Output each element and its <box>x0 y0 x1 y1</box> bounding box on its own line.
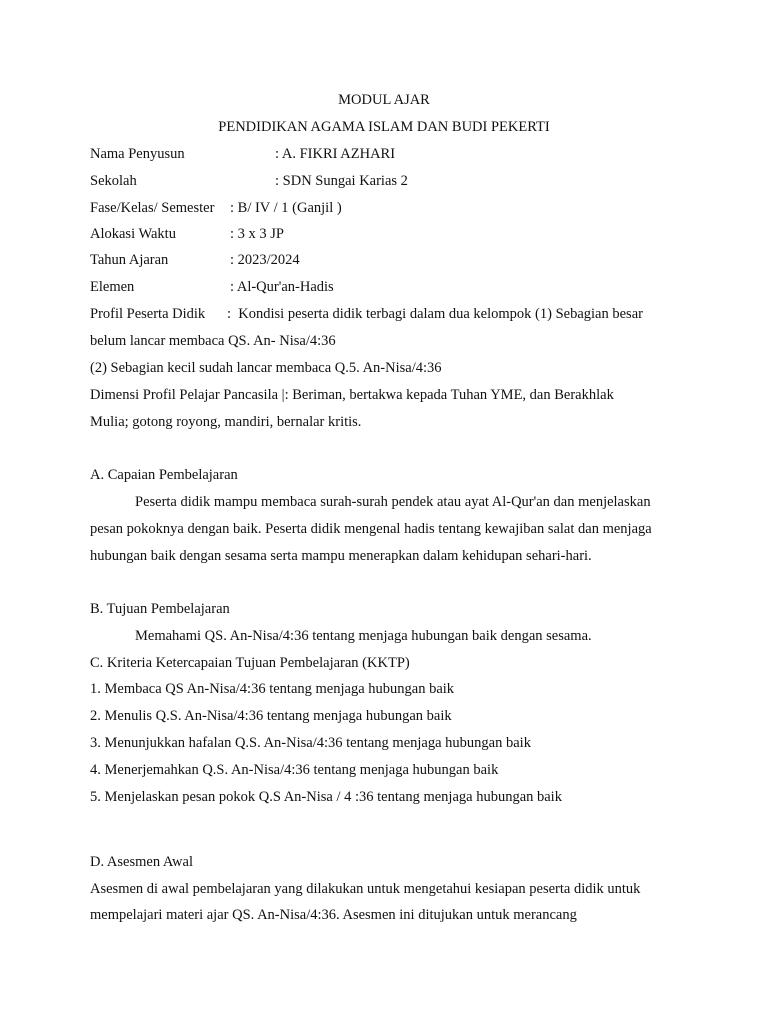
profil-line-3: (2) Sebagian kecil sudah lancar membaca Q.5. An-Nisa/4:36 <box>90 360 442 376</box>
elemen-label: Elemen <box>90 279 135 295</box>
penyusun-value: : A. FIKRI AZHARI <box>275 146 396 162</box>
section-a-line-2: pesan pokoknya dengan baik. Peserta didik mengenal hadis tentang kewajiban salat dan menjaga <box>90 521 652 537</box>
document-title: MODUL AJAR <box>338 92 430 108</box>
section-b-heading: B. Tujuan Pembelajaran <box>90 601 230 617</box>
kktp-item-3: 3. Menunjukkan hafalan Q.S. An-Nisa/4:36 tentang menjaga hubungan baik <box>90 735 531 751</box>
fase-label: Fase/Kelas/ Semester <box>90 200 215 216</box>
elemen-value: : Al-Qur'an-Hadis <box>230 279 334 295</box>
profil-label: Profil Peserta Didik <box>90 306 206 322</box>
kktp-item-4: 4. Menerjemahkan Q.S. An-Nisa/4:36 tentang menjaga hubungan baik <box>90 762 499 778</box>
penyusun-label: Nama Penyusun <box>90 146 185 162</box>
document-subtitle: PENDIDIKAN AGAMA ISLAM DAN BUDI PEKERTI <box>218 119 550 135</box>
section-a-line-1: Peserta didik mampu membaca surah-surah pendek atau ayat Al-Qur'an dan menjelaskan <box>135 494 651 510</box>
sekolah-value: : SDN Sungai Karias 2 <box>275 173 408 189</box>
profil-value: : Kondisi peserta didik terbagi dalam dua kelompok (1) Sebagian besar <box>227 306 643 322</box>
tahun-label: Tahun Ajaran <box>90 252 169 268</box>
section-d-line-2: mempelajari materi ajar QS. An-Nisa/4:36. Asesmen ini ditujukan untuk merancang <box>90 907 577 923</box>
alokasi-value: : 3 x 3 JP <box>230 226 284 242</box>
section-a-line-3: hubungan baik dengan sesama serta mampu menerapkan dalam kehidupan sehari-hari. <box>90 548 592 564</box>
section-a-heading: A. Capaian Pembelajaran <box>90 467 238 483</box>
kktp-item-1: 1. Membaca QS An-Nisa/4:36 tentang menjaga hubungan baik <box>90 681 455 697</box>
tahun-value: : 2023/2024 <box>230 252 300 268</box>
section-d-heading: D. Asesmen Awal <box>90 854 193 870</box>
kktp-item-2: 2. Menulis Q.S. An-Nisa/4:36 tentang menjaga hubungan baik <box>90 708 452 724</box>
alokasi-label: Alokasi Waktu <box>90 226 176 242</box>
dimensi-line-2: Mulia; gotong royong, mandiri, bernalar kritis. <box>90 414 362 430</box>
section-c-heading: C. Kriteria Ketercapaian Tujuan Pembelajaran (KKTP) <box>90 655 410 671</box>
kktp-item-5: 5. Menjelaskan pesan pokok Q.S An-Nisa / 4 :36 tentang menjaga hubungan baik <box>90 789 562 805</box>
sekolah-label: Sekolah <box>90 173 137 189</box>
section-d-line-1: Asesmen di awal pembelajaran yang dilakukan untuk mengetahui kesiapan peserta didik untuk <box>90 881 641 897</box>
section-b-line-1: Memahami QS. An-Nisa/4:36 tentang menjaga hubungan baik dengan sesama. <box>135 628 592 644</box>
fase-value: : B/ IV / 1 (Ganjil ) <box>230 200 342 216</box>
dimensi-line-1: Dimensi Profil Pelajar Pancasila |: Beriman, bertakwa kepada Tuhan YME, dan Berakhlak <box>90 387 614 403</box>
profil-line-2: belum lancar membaca QS. An- Nisa/4:36 <box>90 333 336 349</box>
